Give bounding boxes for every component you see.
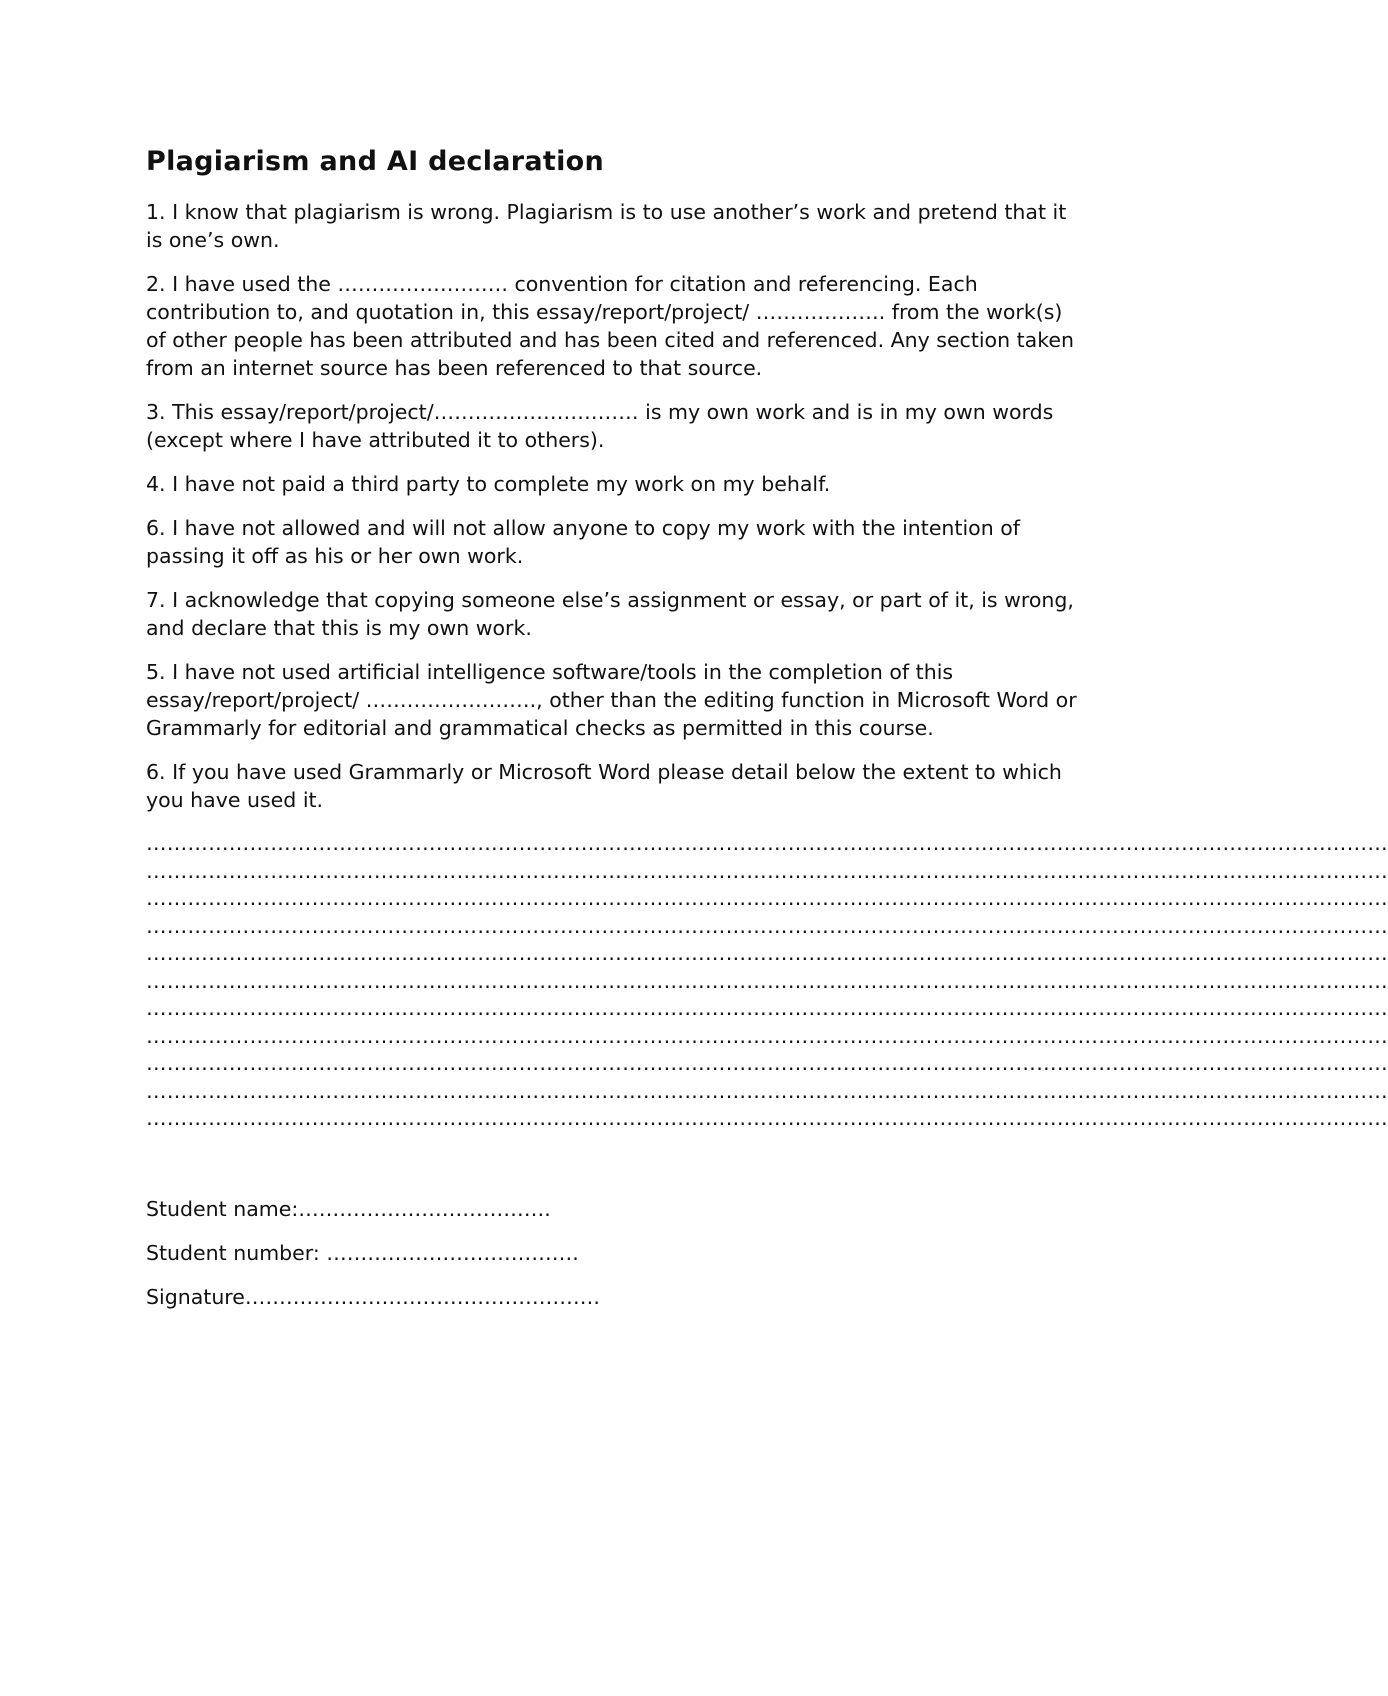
item-own-work: 3. This essay/report/project/………………………… is my own work and is in my own words (except where I have attributed it to others).	[146, 400, 1054, 452]
dotted-line: ………………………………………………………………………………………………………………………………………………………………	[146, 831, 1388, 855]
student-name-field[interactable]: Student name:……………………………….	[146, 1196, 551, 1221]
item-citation-convention: 2. I have used the ……………………. convention for citation and referencing. Each contribution to, and quotation in, this essay/report/project/ ………………. from the work(s) of other people has been attributed and has been cited and referenced. Any section taken from an internet source has been referenced to that source.	[146, 272, 1074, 380]
signature-fields	[146, 1195, 1086, 1311]
dotted-line: ………………………………………………………………………………………………………………………………………………………………	[146, 1023, 1388, 1048]
detail-answer-area[interactable]	[146, 830, 1388, 1133]
dotted-line: ………………………………………………………………………………………………………………………………………………………………	[146, 1106, 1388, 1130]
dotted-line: ………………………………………………………………………………………………………………………………………………………………	[146, 1078, 1388, 1103]
signature-field[interactable]: Signature…………………………………………….	[146, 1284, 600, 1309]
item-acknowledge-copying: 7. I acknowledge that copying someone else’s assignment or essay, or part of it, is wrong, and declare that this is my own work.	[146, 588, 1074, 640]
dotted-line: ………………………………………………………………………………………………………………………………………………………………	[146, 996, 1388, 1020]
dotted-line: ………………………………………………………………………………………………………………………………………………………………	[146, 858, 1388, 883]
item-plagiarism-wrong: 1. I know that plagiarism is wrong. Plagiarism is to use another’s work and pretend that it is one’s own.	[146, 200, 1067, 252]
student-number-field[interactable]: Student number: ……………………………….	[146, 1240, 579, 1265]
dotted-line: ………………………………………………………………………………………………………………………………………………………………	[146, 1051, 1388, 1075]
dotted-line: ………………………………………………………………………………………………………………………………………………………………	[146, 941, 1388, 965]
dotted-line: ………………………………………………………………………………………………………………………………………………………………	[146, 886, 1388, 910]
item-no-third-party: 4. I have not paid a third party to complete my work on my behalf.	[146, 472, 831, 496]
item-no-copying-allowed: 6. I have not allowed and will not allow anyone to copy my work with the intention of passing it off as his or her own work.	[146, 516, 1020, 568]
item-no-ai-tools: 5. I have not used artificial intelligence software/tools in the completion of this essay/report/project/ ……………………., other than the editing function in Microsoft Word or Grammarly for editorial and grammatical checks as permitted in this course.	[146, 660, 1077, 740]
page-title: Plagiarism and AI declaration	[146, 146, 605, 177]
dotted-line: ………………………………………………………………………………………………………………………………………………………………	[146, 968, 1388, 993]
declaration-page	[146, 140, 1388, 1327]
dotted-line: ………………………………………………………………………………………………………………………………………………………………	[146, 913, 1388, 938]
item-grammarly-detail: 6. If you have used Grammarly or Microsoft Word please detail below the extent to which you have used it.	[146, 760, 1062, 812]
